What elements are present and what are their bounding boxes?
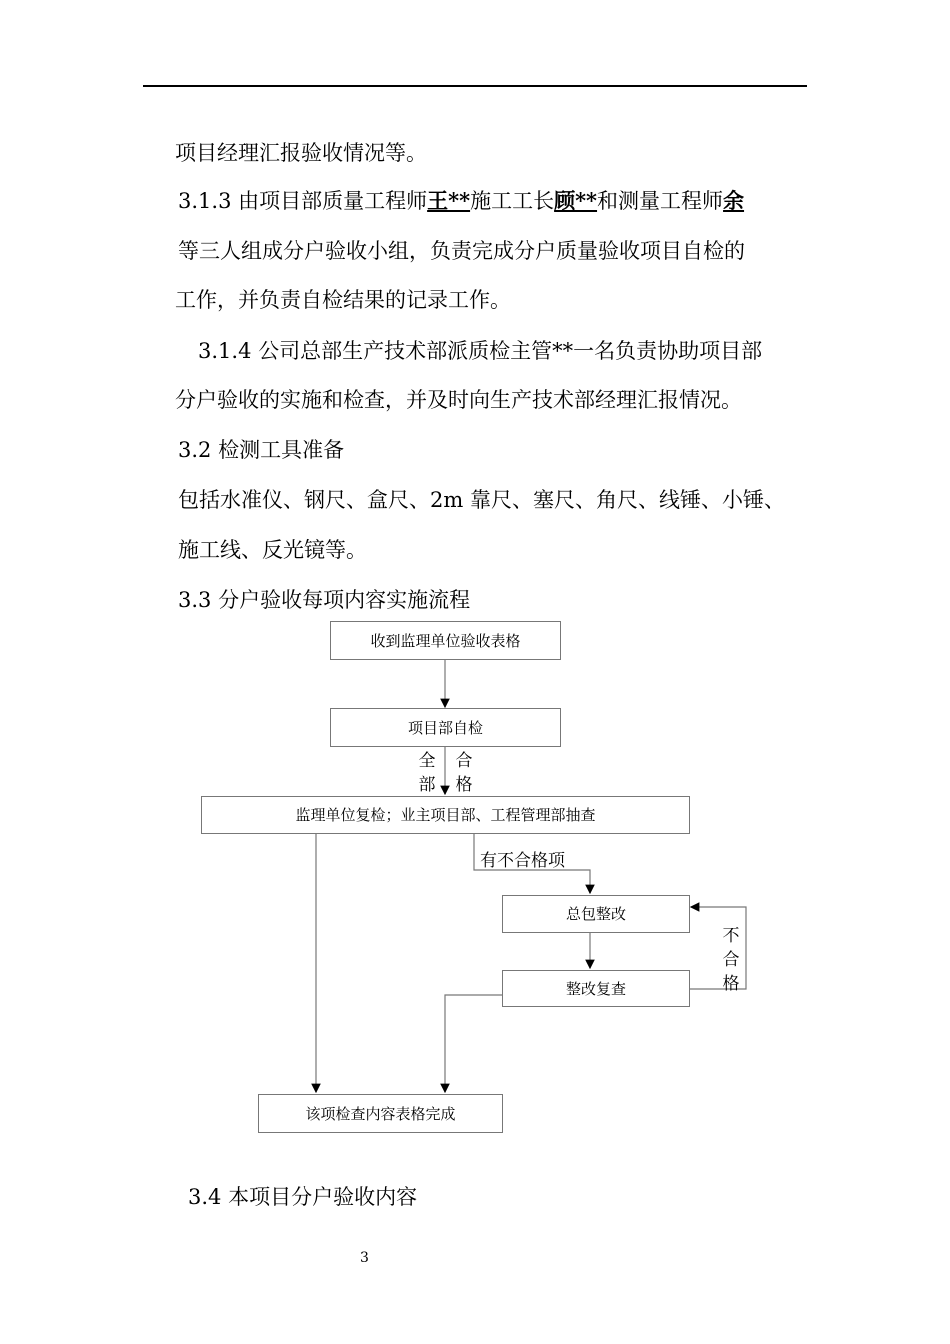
paragraph-line: 包括水准仪、钢尺、盒尺、2m 靠尺、塞尺、角尺、线锤、小锤、 [178,488,785,512]
section-heading-3-3: 3.3 分户验收每项内容实施流程 [178,588,471,612]
flow-box-receive-forms: 收到监理单位验收表格 [330,621,561,660]
flow-box-rectify-recheck: 整改复查 [502,970,690,1007]
arrow-5-6 [445,995,502,1092]
label-failed-items: 有不合格项 [480,851,565,871]
paragraph-line: 项目经理汇报验收情况等。 [175,141,427,165]
text-run: 施工工长 [470,189,555,213]
paragraph-line: 等三人组成分户验收小组，负责完成分户质量验收项目自检的 [178,239,745,263]
paragraph-line: 工作，并负责自检结果的记录工作。 [175,288,511,312]
section-heading-3-2: 3.2 检测工具准备 [178,438,345,462]
paragraph-line: 3.1.4 公司总部生产技术部派质检主管**一名负责协助项目部 [198,339,763,363]
name-wang: 王** [427,188,471,213]
flow-box-self-check: 项目部自检 [330,708,561,747]
page-number: 3 [360,1250,369,1266]
label-reject-2: 合 [722,950,740,970]
label-all-2: 部 [418,775,436,795]
label-all-1: 全 [418,751,436,771]
flow-box-rectify: 总包整改 [502,895,690,933]
text-run: 3.1.3 由项目部质量工程师 [178,189,428,213]
label-pass-1: 合 [455,751,473,771]
paragraph-line: 施工线、反光镜等。 [178,538,367,562]
label-reject-1: 不 [722,926,740,946]
name-gu: 顾** [554,188,598,213]
flow-box-supervisor-recheck: 监理单位复检；业主项目部、工程管理部抽查 [201,796,690,834]
flow-box-complete: 该项检查内容表格完成 [258,1094,503,1133]
section-heading-3-4: 3.4 本项目分户验收内容 [188,1185,418,1209]
label-reject-3: 格 [722,974,740,994]
name-yu: 余 [723,188,745,213]
label-pass-2: 格 [455,775,473,795]
paragraph-line: 分户验收的实施和检查，并及时向生产技术部经理汇报情况。 [175,388,742,412]
text-run: 和测量工程师 [597,189,724,213]
